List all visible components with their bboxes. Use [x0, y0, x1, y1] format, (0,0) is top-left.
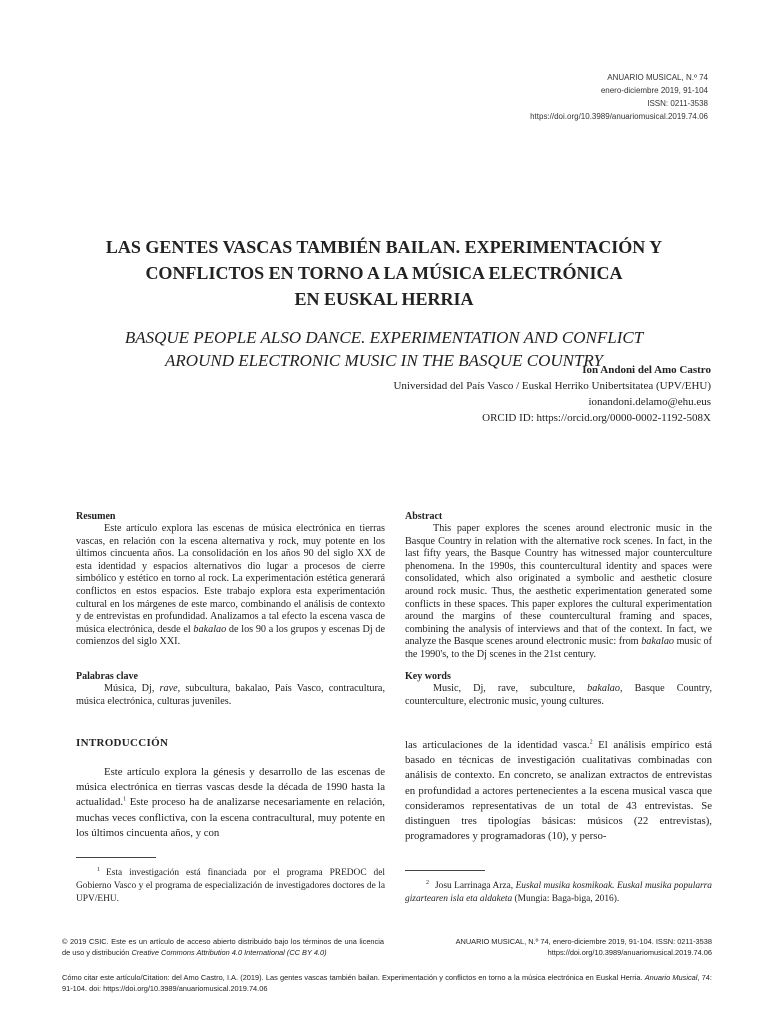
footnote-1	[76, 867, 385, 906]
keywords-es-label: Palabras clave	[76, 671, 138, 682]
journal-header	[530, 71, 708, 123]
body-paragraph	[76, 765, 385, 841]
license-text: © 2019 CSIC. Este es un artículo de acceso abierto distribuido bajo los términos de una licencia de uso y distribución	[62, 937, 384, 957]
abstract-text-italic: bakalao	[641, 636, 675, 648]
resumen-section	[76, 511, 385, 649]
resumen-text-part: Este artículo explora las escenas de música electrónica en tierras vascas, en relación con la escena alternativa y rock, muy potente en los últimos cincuenta años. La consolidación en los años 90 del siglo XX de esta identidad y espacios alternativos dio lugar a procesos de cierre simbólico y estético en torno al rock. La experimentación estética generará conflictos en estos espacios. Este trabajo explora esta experimentación cultural en los márgenes de este marco, combinando el análisis de contexto y de entrevistas en profundidad. Analizamos a tal efecto la escena vasca de música electrónica, desde el	[76, 523, 385, 635]
keywords-es-part: Música, Dj,	[104, 683, 160, 694]
body-right-column	[405, 738, 712, 844]
footnote-ref-1[interactable]: 1	[123, 796, 127, 803]
keywords-en-section	[405, 671, 712, 708]
body-text-part: Este artículo explora la génesis y desarrollo de las escenas de música electrónica en tierras vascas desde la década de 1990 hasta la actualidad.	[76, 766, 385, 809]
footer-doi-link[interactable]: https://doi.org/10.3989/anuariomusical.2019.74.06	[547, 948, 712, 957]
body-paragraph	[405, 738, 712, 844]
subtitle-line: AROUND ELECTRONIC MUSIC IN THE BASQUE COUNTRY	[165, 351, 603, 370]
footer-journal-ref	[456, 936, 712, 958]
footnote-text: Esta investigación está financiada por el programa PREDOC del Gobierno Vasco y el programa de especialización de investigadores doctores de la UPV/EHU.	[76, 868, 385, 904]
resumen-text-italic: bakalao	[193, 623, 227, 635]
body-text-part: Este proceso ha de analizarse necesariamente en relación, muchas veces conflictiva, con la escena contracultural, muy potente en los últimos cincuenta años, y con	[76, 796, 385, 839]
body-left-column	[76, 765, 385, 841]
footnote-divider	[76, 857, 156, 858]
footnote-2	[405, 880, 712, 906]
abstract-text-part: music of the 1990's, to the Dj scenes in the 21st century.	[405, 636, 712, 660]
keywords-es-italic: rave	[159, 683, 178, 694]
keywords-en-text	[405, 683, 712, 708]
footnote-text-italic: Euskal musika kosmikoak. Euskal musika popularra gizartearen isla eta aldaketa	[405, 881, 712, 904]
abstract-label: Abstract	[405, 511, 443, 522]
abstract-text-part: This paper explores the scenes around electronic music in the Basque Country in relation with the alternative rock scenes. In fact, in the last fifty years, the Basque Country has witnessed major counterculture phenomena. In the 1990s, this countercultural identity and spaces were consolidated, which also originated a symbolic and aesthetic closure around rock music. Thus, the aesthetic experimentation generated some conflicts in these spaces. This paper explores the cultural experimentation around the margins of these countercultural framing and spaces, combining the analysis of interviews and that of the context. In fact, we analyze the Basque scenes around electronic music: from	[405, 523, 712, 648]
keywords-en-part: , Basque Country, counterculture, electronic music, young cultures.	[405, 683, 712, 707]
keywords-en-part: Music, Dj, rave, subculture,	[433, 683, 588, 694]
author-orcid[interactable]: ORCID ID: https://orcid.org/0000-0002-1192-508X	[482, 412, 711, 424]
journal-doi-link[interactable]: https://doi.org/10.3989/anuariomusical.2019.74.06	[530, 112, 708, 121]
body-text-part: las articulaciones de la identidad vasca.	[405, 739, 590, 751]
journal-issue-dates: enero-diciembre 2019, 91-104	[600, 86, 708, 95]
author-block	[393, 362, 711, 426]
resumen-text-part: de los 90 a los grupos y escenas Dj de comienzos del siglo XXI.	[76, 623, 385, 648]
journal-issn: ISSN: 0211-3538	[647, 99, 708, 108]
section-heading-introduccion: INTRODUCCIÓN	[76, 737, 169, 749]
license-link[interactable]: Creative Commons Attribution 4.0 International (CC BY 4.0)	[131, 948, 327, 957]
title-line: CONFLICTOS EN TORNO A LA MÚSICA ELECTRÓNICA	[145, 263, 623, 283]
keywords-en-label: Key words	[405, 671, 451, 682]
footer-citation	[62, 972, 712, 994]
subtitle-line: BASQUE PEOPLE ALSO DANCE. EXPERIMENTATION AND CONFLICT	[124, 328, 644, 347]
footnote-number: 1	[97, 866, 100, 873]
footnote-text: (Mungia: Baga-biga, 2016).	[512, 894, 620, 904]
body-text-part: El análisis empírico está basado en técnicas de investigación cualitativas combinadas con análisis de contexto. En concreto, se analizan extractos de entrevistas en profundidad a actores pertenecientes a la escena musical vasca que consideramos representativas de un total de 43 entrevistas. Se distinguen tres tipologías básicas: músicos (22 entrevistas), programadores y programadoras (10), y perso-	[405, 739, 713, 843]
title-line: LAS GENTES VASCAS TAMBIÉN BAILAN. EXPERIMENTACIÓN Y	[105, 237, 663, 257]
author-email[interactable]: ionandoni.delamo@ehu.eus	[588, 396, 711, 408]
resumen-text	[76, 523, 385, 649]
keywords-en-italic: bakalao	[587, 683, 620, 694]
footnote-ref-2[interactable]: 2	[589, 739, 593, 746]
keywords-es-text	[76, 683, 385, 708]
abstract-text	[405, 523, 712, 662]
citation-text[interactable]: , 74: 91-104. doi: https://doi.org/10.3989/anuariomusical.2019.74.06	[62, 973, 712, 993]
journal-name: ANUARIO MUSICAL, N.º 74	[607, 73, 708, 82]
keywords-es-part: , subcultura, bakalao, País Vasco, contracultura, música electrónica, culturas juveniles.	[76, 683, 385, 707]
title-line: EN EUSKAL HERRIA	[294, 289, 474, 309]
author-name: Ion Andoni del Amo Castro	[582, 364, 711, 376]
footer-journal-line: ANUARIO MUSICAL, N.º 74, enero-diciembre 2019, 91-104. ISSN: 0211-3538	[455, 937, 712, 946]
article-title	[40, 234, 728, 312]
citation-journal: Anuario Musical	[644, 973, 698, 982]
keywords-es-section	[76, 671, 385, 708]
footnote-number: 2	[426, 879, 429, 886]
abstract-section	[405, 511, 712, 662]
footnote-text: Josu Larrinaga Arza,	[435, 881, 516, 891]
resumen-label: Resumen	[76, 511, 116, 522]
citation-text: Cómo citar este artículo/Citation: del Amo Castro, I.A. (2019). Las gentes vascas también bailan. Experimentación y conflictos en torno a la música electrónica en Euskal Herria.	[62, 973, 645, 982]
footnote-divider	[405, 870, 485, 871]
author-affiliation: Universidad del País Vasco / Euskal Herriko Unibertsitatea (UPV/EHU)	[393, 380, 711, 392]
footer-license	[62, 936, 384, 958]
